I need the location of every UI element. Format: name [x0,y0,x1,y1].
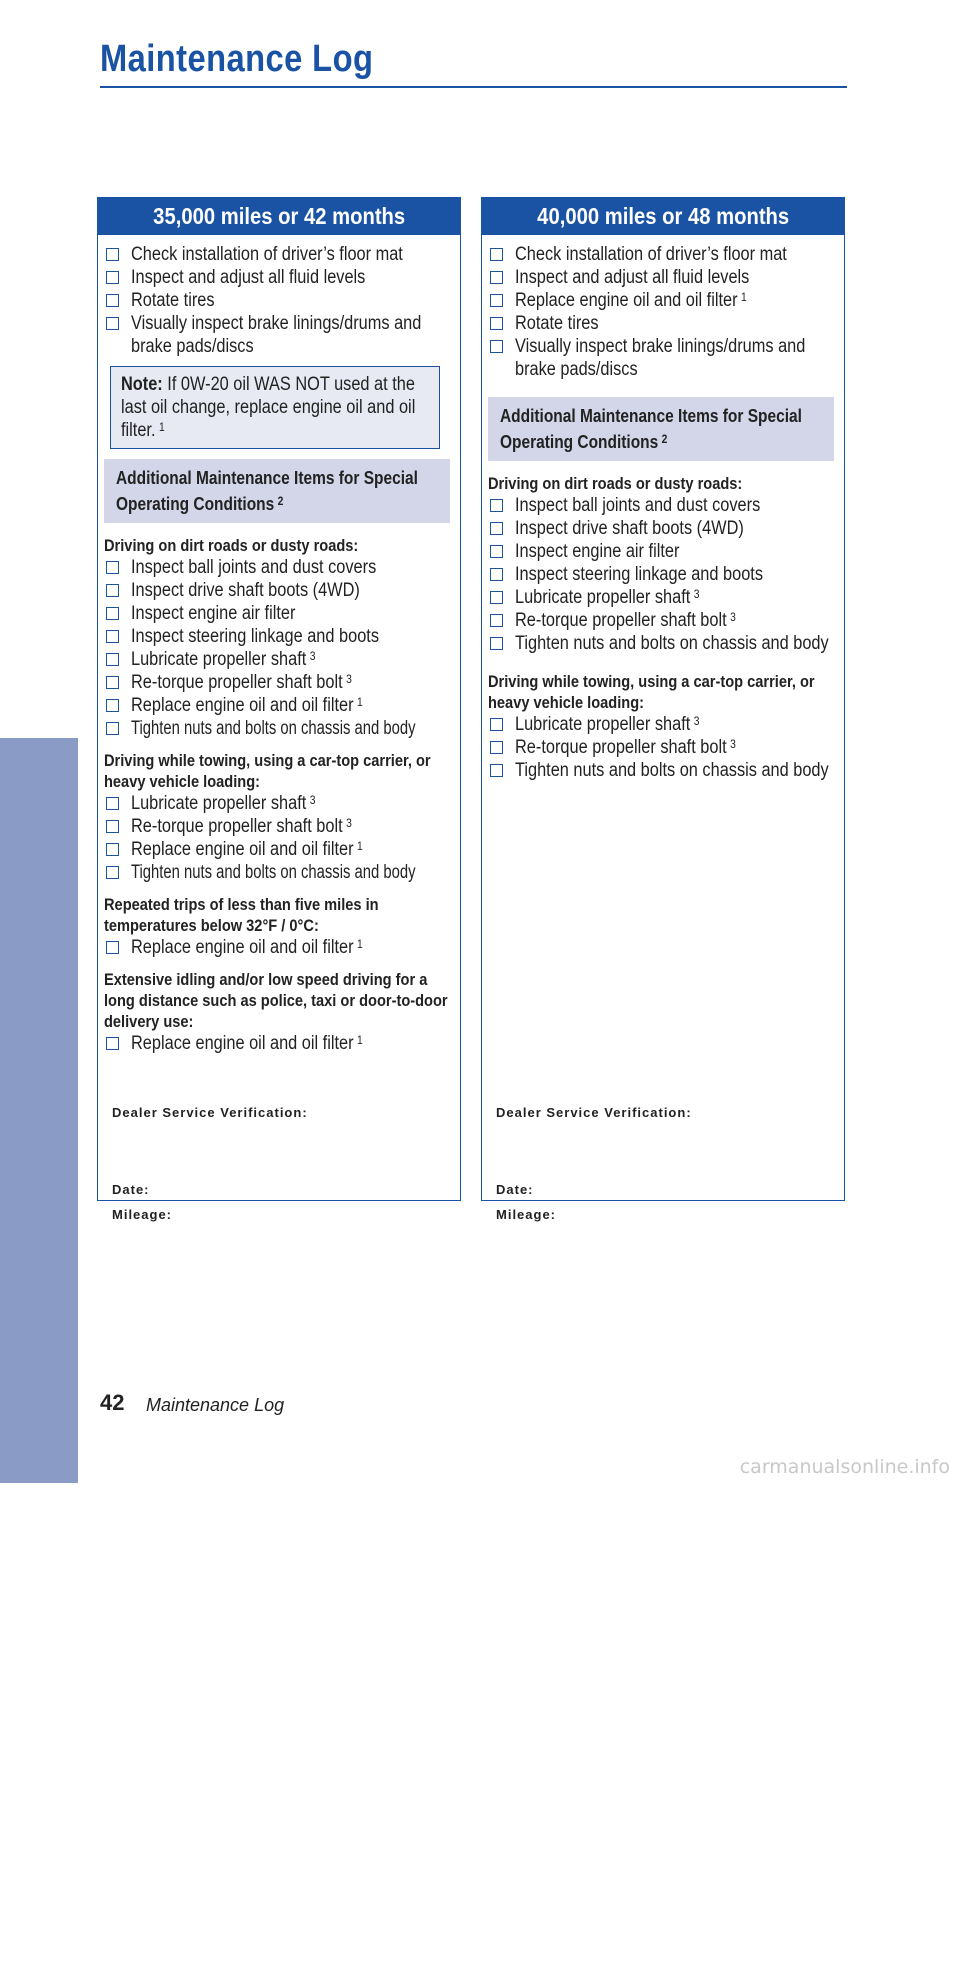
checkbox-icon[interactable] [106,820,119,833]
footnote-marker: 3 [346,672,352,686]
checkbox-icon[interactable] [106,561,119,574]
checklist-item [488,563,838,586]
checklist-item [488,289,838,312]
checklist-item-text: Rotate tires [515,313,599,334]
footnote-marker: 3 [730,610,736,624]
page-title: Maintenance Log [100,38,374,80]
checkbox-icon[interactable] [106,941,119,954]
checklist-item-text: Lubricate propeller shaft [515,587,691,608]
checklist-item [488,540,838,563]
mileage-label: Mileage: [496,1207,557,1222]
additional-items-heading [488,397,834,461]
footnote-marker: 3 [693,587,700,601]
checklist-item [488,632,838,655]
column-body [97,235,461,1222]
checklist-item [104,602,454,625]
checklist-item-text: Replace engine oil and oil filter [131,937,354,958]
checklist-item-text: Replace engine oil and oil filter [131,695,354,716]
section-side-tab [0,738,78,1975]
condition-items [488,713,838,782]
checklist-item-text: Visually inspect brake linings/drums and brake pads/discs [131,313,422,357]
checklist-item-text: Check installation of driver’s floor mat [131,244,403,265]
checklist-item-text: Lubricate propeller shaft [131,793,307,814]
side-tab-label: MAINTENANCE [22,1720,55,1975]
checklist-item-text: Lubricate propeller shaft [515,714,691,735]
checkbox-icon[interactable] [490,271,503,284]
footnote-marker: 3 [309,793,316,807]
title-divider [100,86,847,88]
checklist-item-text: Tighten nuts and bolts on chassis and body [131,718,416,739]
checkbox-icon[interactable] [490,741,503,754]
checklist-item [104,717,454,740]
checklist-item-text: Tighten nuts and bolts on chassis and body [515,633,829,654]
page-number: 42 [100,1390,125,1415]
checklist-item [488,609,838,632]
checklist-item [488,759,838,782]
checklist-item [488,243,838,266]
checklist-item-text: Re-torque propeller shaft bolt [515,737,727,758]
checklist-item-text: Tighten nuts and bolts on chassis and body [131,862,416,883]
checkbox-icon[interactable] [106,866,119,879]
checklist-item [104,671,454,694]
checklist-item-text: Visually inspect brake linings/drums and brake pads/discs [515,336,806,380]
checklist-item-text: Check installation of driver’s floor mat [515,244,787,265]
checklist-item [104,838,454,861]
checkbox-icon[interactable] [106,584,119,597]
checkbox-icon[interactable] [490,499,503,512]
condition-items [104,556,454,740]
checklist-item [488,494,838,517]
checklist-item-text: Re-torque propeller shaft bolt [131,672,343,693]
checkbox-icon[interactable] [106,797,119,810]
checklist-item-text: Inspect drive shaft boots (4WD) [131,580,360,601]
footer-section-label: Maintenance Log [146,1395,285,1415]
checklist-item [104,579,454,602]
checkbox-icon[interactable] [106,699,119,712]
checklist-item-text: Inspect drive shaft boots (4WD) [515,518,744,539]
checklist-item-text: Inspect and adjust all fluid levels [515,267,750,288]
checklist-item [488,586,838,609]
checkbox-icon[interactable] [490,764,503,777]
note-label: Note: [121,374,163,395]
checkbox-icon[interactable] [490,522,503,535]
condition-items [488,494,838,655]
checklist-item-text: Re-torque propeller shaft bolt [515,610,727,631]
footnote-marker: 1 [356,1033,363,1047]
checklist-item [104,289,454,312]
checklist-item [104,312,454,358]
checkbox-icon[interactable] [490,248,503,261]
checklist-item-text: Inspect steering linkage and boots [515,564,763,585]
checklist-item [104,694,454,717]
checkbox-icon[interactable] [490,545,503,558]
checklist-item [104,625,454,648]
condition-heading: Driving on dirt roads or dusty roads: [104,536,359,555]
standard-items [104,243,454,358]
additional-footnote: 2 [661,432,668,446]
column-header-text: 40,000 miles or 48 months [536,203,789,229]
condition-items [104,936,454,959]
checkbox-icon[interactable] [106,676,119,689]
checklist-item-text: Tighten nuts and bolts on chassis and body [515,760,829,781]
checklist-item [488,266,838,289]
log-column-40000 [481,197,845,1222]
condition-heading: Driving on dirt roads or dusty roads: [488,474,743,493]
checklist-item [104,792,454,815]
checklist-item [104,243,454,266]
footnote-marker: 3 [693,714,700,728]
dealer-verification-label: Dealer Service Verification: [496,1105,692,1120]
checklist-item [104,266,454,289]
checklist-item-text: Inspect ball joints and dust covers [515,495,761,516]
dealer-verification-label: Dealer Service Verification: [112,1105,308,1120]
checklist-item [488,517,838,540]
note-text: If 0W-20 oil WAS NOT used at the last oil change, replace engine oil and oil filter. [121,374,416,441]
checklist-item-text: Replace engine oil and oil filter [131,839,354,860]
footnote-marker: 1 [356,937,363,951]
checkbox-icon[interactable] [490,340,503,353]
checkbox-icon[interactable] [490,718,503,731]
standard-items [488,243,838,381]
checklist-item [488,335,838,381]
checklist-item-text: Inspect engine air filter [515,541,680,562]
log-column-35000 [97,197,461,1222]
checklist-item [488,736,838,759]
footnote-marker: 3 [309,649,316,663]
condition-heading: Extensive idling and/or low speed driving for a long distance such as police, taxi or door-to-door delivery use: [104,970,448,1031]
checklist-item [488,312,838,335]
condition-heading: Repeated trips of less than five miles in temperatures below 32°F / 0°C: [104,895,379,935]
checkbox-icon[interactable] [106,722,119,735]
column-header [97,197,461,235]
footnote-marker: 1 [356,839,363,853]
checklist-item [104,648,454,671]
checkbox-icon[interactable] [490,317,503,330]
additional-items-heading [104,459,450,523]
checklist-item [104,936,454,959]
condition-items [104,1032,454,1055]
checkbox-icon[interactable] [106,294,119,307]
checklist-item-text: Inspect and adjust all fluid levels [131,267,366,288]
additional-title: Additional Maintenance Items for Special Operating Conditions [116,468,418,514]
footnote-marker: 1 [356,695,363,709]
checklist-item-text: Replace engine oil and oil filter [515,290,738,311]
column-body [481,235,845,1222]
checklist-item [104,861,454,884]
checklist-item-text: Inspect engine air filter [131,603,296,624]
condition-items [104,792,454,884]
column-header [481,197,845,235]
checkbox-icon[interactable] [490,614,503,627]
checklist-item [488,713,838,736]
checklist-item-text: Inspect steering linkage and boots [131,626,379,647]
additional-footnote: 2 [277,494,284,508]
checklist-item-text: Rotate tires [131,290,215,311]
checklist-item-text: Lubricate propeller shaft [131,649,307,670]
footnote-marker: 3 [730,737,736,751]
condition-heading: Driving while towing, using a car-top carrier, or heavy vehicle loading: [488,672,815,712]
checkbox-icon[interactable] [106,271,119,284]
date-label: Date: [112,1182,150,1197]
checkbox-icon[interactable] [490,637,503,650]
checkbox-icon[interactable] [106,1037,119,1050]
checkbox-icon[interactable] [490,591,503,604]
column-header-text: 35,000 miles or 42 months [152,203,405,229]
checkbox-icon[interactable] [106,653,119,666]
oil-note [110,366,440,449]
mileage-label: Mileage: [112,1207,173,1222]
checkbox-icon[interactable] [490,294,503,307]
footnote-marker: 3 [346,816,352,830]
checklist-item [104,1032,454,1055]
checkbox-icon[interactable] [106,317,119,330]
checklist-item-text: Inspect ball joints and dust covers [131,557,377,578]
date-label: Date: [496,1182,534,1197]
checkbox-icon[interactable] [106,607,119,620]
additional-title: Additional Maintenance Items for Special Operating Conditions [500,406,802,452]
watermark: carmanualsonline.info [739,1456,950,1478]
note-footnote: 1 [158,420,165,434]
condition-heading: Driving while towing, using a car-top carrier, or heavy vehicle loading: [104,751,431,791]
checklist-item [104,556,454,579]
checklist-item [104,815,454,838]
checkbox-icon[interactable] [106,248,119,261]
checklist-item-text: Re-torque propeller shaft bolt [131,816,343,837]
checkbox-icon[interactable] [106,630,119,643]
footnote-marker: 1 [740,290,747,304]
checkbox-icon[interactable] [490,568,503,581]
checkbox-icon[interactable] [106,843,119,856]
checklist-item-text: Replace engine oil and oil filter [131,1033,354,1054]
